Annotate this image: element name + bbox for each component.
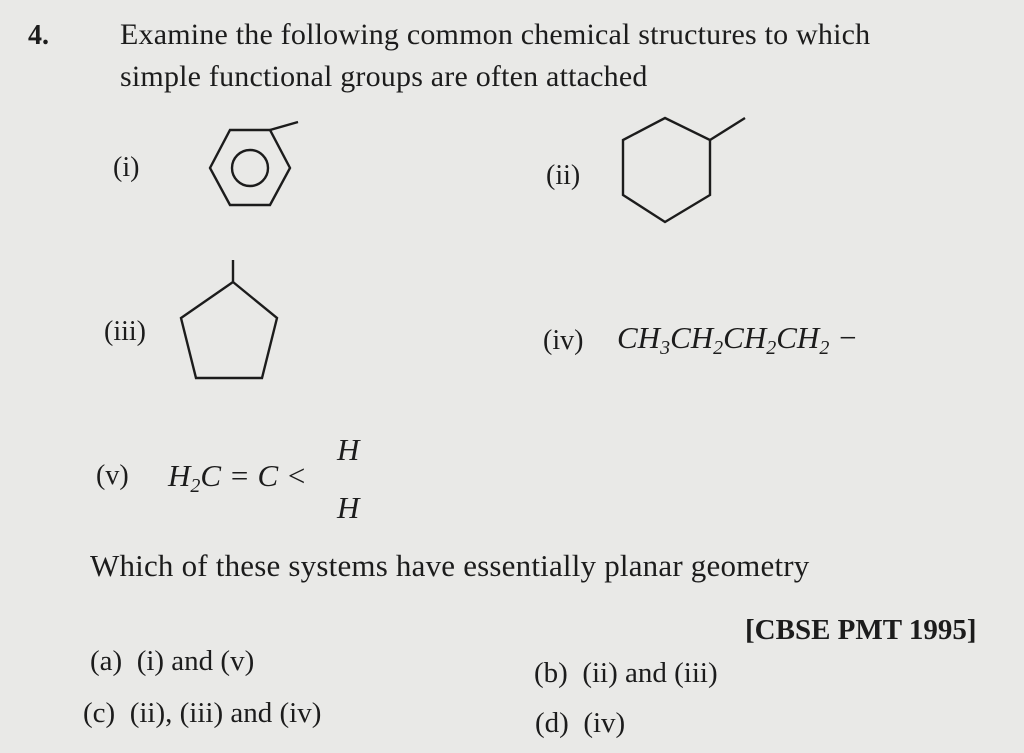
option-key: (b)	[534, 657, 568, 689]
structure-label-i: (i)	[113, 152, 140, 183]
structure-label-iv: (iv)	[543, 325, 584, 356]
option-text: (ii) and (iii)	[582, 657, 718, 689]
question-number: 4.	[28, 20, 49, 51]
structure-label-iii: (iii)	[104, 316, 146, 347]
methylcyclohexane-structure-icon	[615, 110, 755, 240]
option-text: (iv)	[583, 707, 626, 739]
question-stem-line-2: simple functional groups are often attached	[120, 60, 648, 93]
option-b[interactable]	[534, 657, 718, 690]
vinyl-bottom-h: H	[337, 490, 360, 525]
question-prompt: Which of these systems have essentially planar geometry	[90, 548, 810, 583]
source-citation: [CBSE PMT 1995]	[745, 614, 977, 646]
vinyl-formula: $H_2C = C$ <	[168, 458, 307, 497]
option-text: (ii), (iii) and (iv)	[129, 697, 322, 729]
structure-label-ii: (ii)	[546, 160, 581, 191]
methylcyclopentane-structure-icon	[170, 258, 300, 388]
option-text: (i) and (v)	[136, 645, 255, 677]
option-d[interactable]	[535, 707, 625, 740]
question-stem-line-1: Examine the following common chemical structures to which	[120, 18, 871, 51]
butyl-formula: $CH_3CH_2CH_2CH_2$ −	[617, 320, 858, 359]
option-key: (c)	[83, 697, 116, 729]
option-c[interactable]	[83, 697, 321, 730]
vinyl-top-h: H	[337, 432, 360, 467]
structure-label-v: (v)	[96, 460, 129, 491]
toluene-structure-icon	[180, 110, 330, 230]
option-key: (d)	[535, 707, 569, 739]
option-key: (a)	[90, 645, 123, 677]
option-a[interactable]	[90, 645, 254, 678]
